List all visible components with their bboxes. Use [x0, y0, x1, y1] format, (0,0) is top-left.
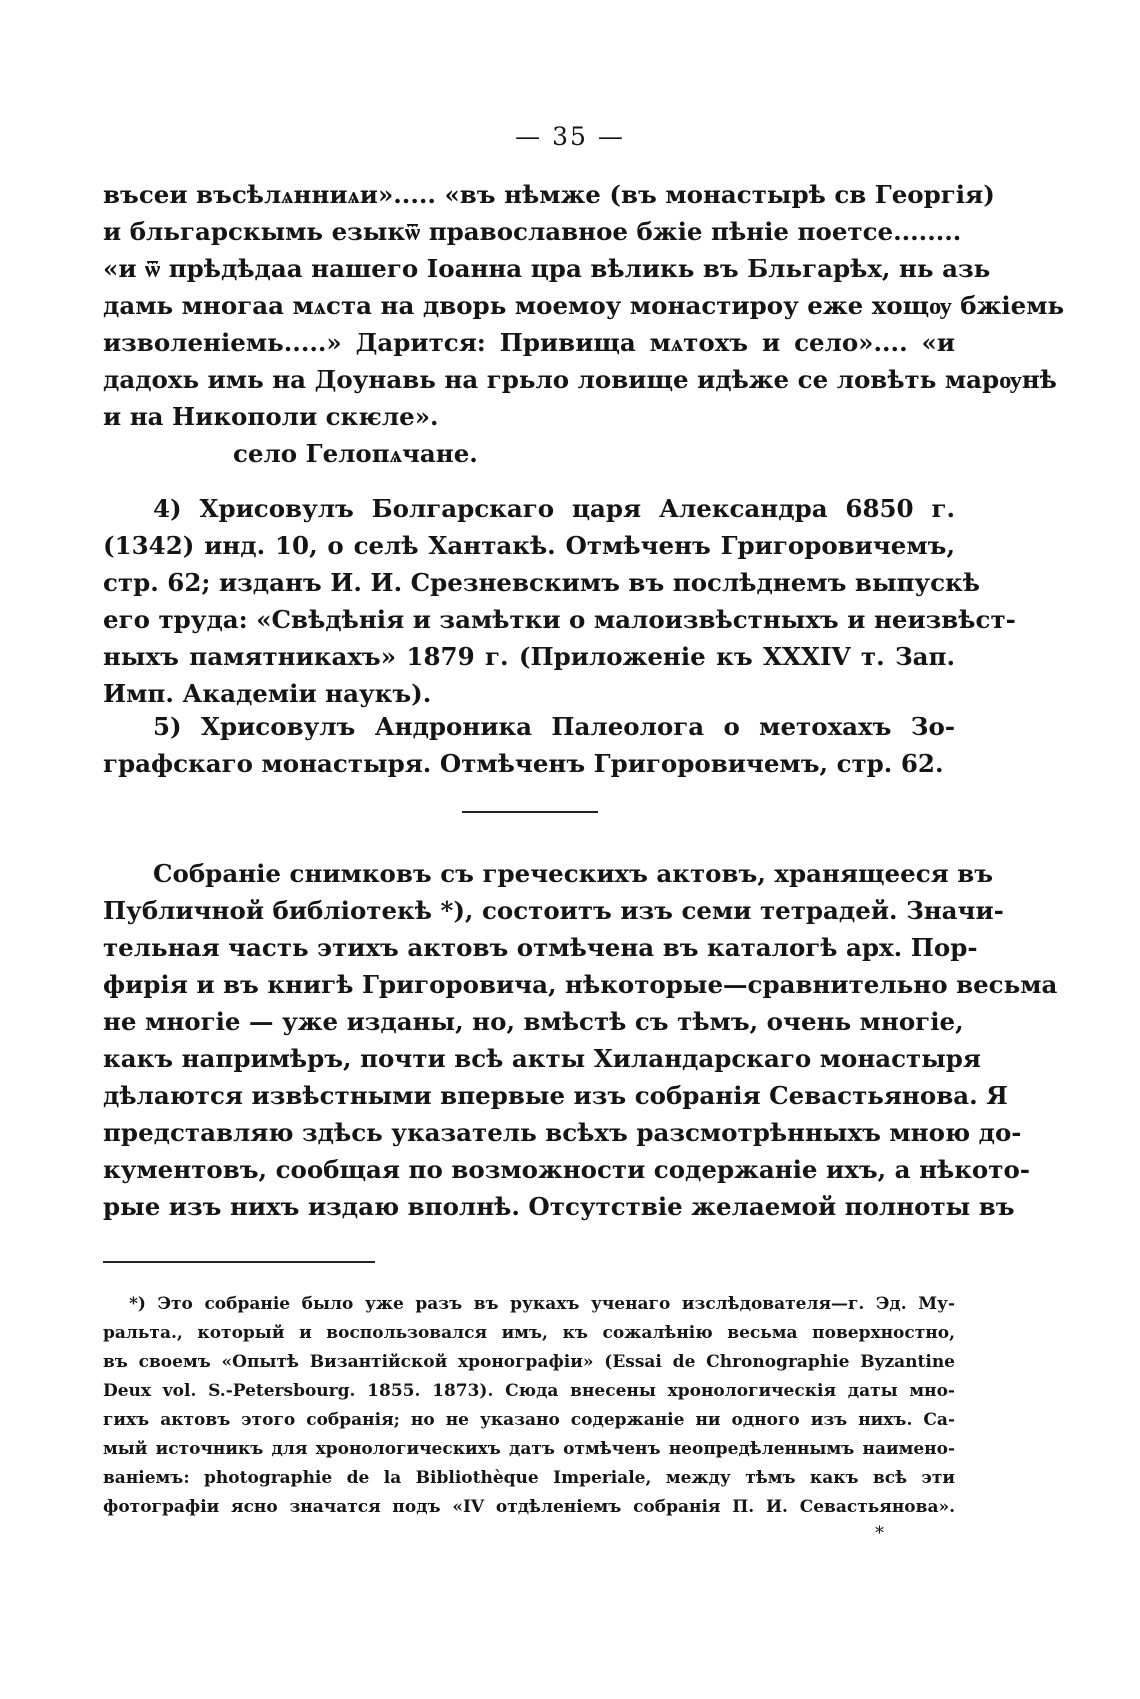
- footnote-line: мый источникъ для хронологическихъ датъ отмѣченъ неопредѣленнымъ наимено-: [103, 1439, 955, 1459]
- text-line: и бльгарскымь езыкѿ православное бжіе пѣніе поетсе........: [103, 217, 962, 246]
- item-5: [103, 708, 955, 782]
- footnote-line: ральта., который и воспользовался имъ, къ сожалѣнію весьма поверхностно,: [103, 1323, 955, 1343]
- selo-line: село Гелопѧчане.: [233, 439, 478, 468]
- page-number: — 35 —: [515, 122, 625, 151]
- text-line: тельная часть этихъ актовъ отмѣчена въ каталогѣ арх. Пор-: [103, 933, 978, 962]
- text-line: какъ напримѣръ, почти всѣ акты Хиландарскаго монастыря: [103, 1044, 982, 1073]
- text-line: «и ѿ прѣдѣдаа нашего Іоанна цра вѣликь въ Бльгарѣх, нь азь: [103, 254, 991, 283]
- main-paragraph: [103, 855, 1058, 1225]
- signature-mark: *: [875, 1523, 884, 1544]
- footnote-line: Deux vol. S.-Petersbourg. 1855. 1873). Сюда внесены хронологическія даты мно-: [103, 1381, 955, 1401]
- footnote: [103, 1290, 955, 1522]
- item-4: [103, 490, 1016, 712]
- text-line: стр. 62; изданъ И. И. Срезневскимъ въ послѣднемъ выпускѣ: [103, 568, 980, 597]
- text-line: не многіе — уже изданы, но, вмѣстѣ съ тѣмъ, очень многіе,: [103, 1007, 964, 1036]
- footnote-line: гихъ актовъ этого собранія; но не указано содержаніе ни одного изъ нихъ. Са-: [103, 1410, 955, 1430]
- text-line: 5) Хрисовулъ Андроника Палеолога о метохахъ Зо-: [153, 712, 955, 741]
- text-line: и на Никополи скѥле».: [103, 402, 439, 431]
- text-line: изволеніемь.....» Дарится: Привища мѧтохъ и село».... «и: [103, 328, 955, 357]
- text-line: дадохь имь на Доунавь на грьло ловище идѣже се ловѣть марѹнѣ: [103, 365, 1057, 394]
- footnote-line: *) Это собраніе было уже разъ въ рукахъ ученаго изслѣдователя—г. Эд. Му-: [129, 1294, 955, 1314]
- footnote-line: ваніемъ: photographie de la Bibliothèque Imperiale, между тѣмъ какъ всѣ эти: [103, 1468, 955, 1488]
- footnote-rule: [103, 1261, 375, 1263]
- text-line: (1342) инд. 10, о селѣ Хантакѣ. Отмѣченъ Григоровичемъ,: [103, 531, 955, 560]
- text-line: его труда: «Свѣдѣнія и замѣтки о малоизвѣстныхъ и неизвѣст-: [103, 605, 1016, 634]
- text-line: графскаго монастыря. Отмѣченъ Григоровичемъ, стр. 62.: [103, 749, 944, 778]
- text-line: Публичной библіотекѣ *), состоитъ изъ семи тетрадей. Значи-: [103, 896, 1004, 925]
- text-line: Имп. Академіи наукъ).: [103, 679, 432, 708]
- footnote-line: фотографіи ясно значатся подъ «IV отдѣленіемъ собранія П. И. Севастьянова».: [103, 1497, 955, 1517]
- text-line: дамь многаа мѧста на дворь моемоу монастироу еже хощѹ бжіемь: [103, 291, 1065, 320]
- text-line: представляю здѣсь указатель всѣхъ разсмотрѣнныхъ мною до-: [103, 1118, 1022, 1147]
- text-line: ныхъ памятникахъ» 1879 г. (Приложеніе къ XXXIV т. Зап.: [103, 642, 955, 671]
- footnote-line: въ своемъ «Опытѣ Византійской хронографіи» (Essai de Chronographie Byzantine: [103, 1352, 955, 1372]
- text-line: дѣлаются извѣстными впервые изъ собранія Севастьянова. Я: [103, 1081, 1008, 1110]
- section-divider: [462, 811, 598, 813]
- text-line: 4) Хрисовулъ Болгарскаго царя Александра 6850 г.: [153, 494, 955, 523]
- text-line: рые изъ нихъ издаю вполнѣ. Отсутствіе желаемой полноты въ: [103, 1192, 1015, 1221]
- text-line: въсеи въсѣлѧнниѧи»..... «въ нѣмже (въ монастырѣ св Георгія): [103, 180, 995, 209]
- slavonic-quote-block: [103, 176, 1065, 472]
- text-line: фирія и въ книгѣ Григоровича, нѣкоторые—сравнительно весьма: [103, 970, 1058, 999]
- text-line: Собраніе снимковъ съ греческихъ актовъ, хранящееся въ: [153, 859, 994, 888]
- text-line: кументовъ, сообщая по возможности содержаніе ихъ, а нѣкото-: [103, 1155, 1030, 1184]
